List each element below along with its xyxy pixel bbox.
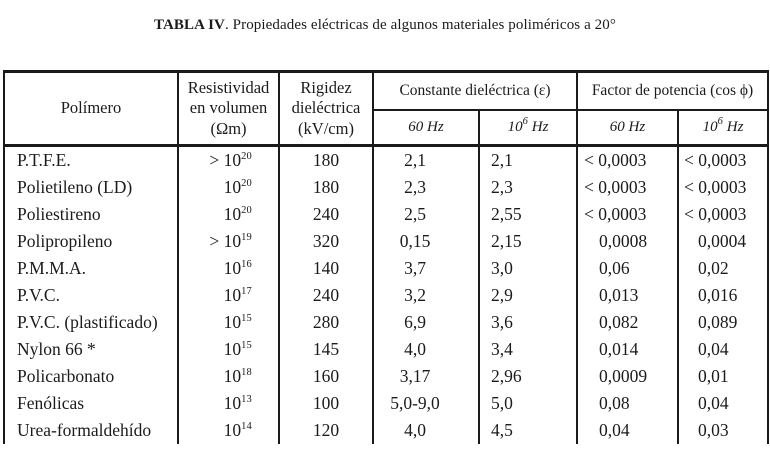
cell-rigidez: 320 (279, 228, 373, 255)
table-title-text: . Propiedades eléctricas de algunos materiales poliméricos a 20° (224, 17, 616, 33)
cell-constante-1e6hz: 3,4 (479, 336, 577, 363)
cell-rigidez: 180 (279, 174, 373, 201)
table-row (4, 228, 768, 255)
cell-resistividad: $10^{16}$ (178, 255, 279, 282)
table-title (0, 17, 770, 34)
cell-constante-60hz: 3,2 (373, 282, 479, 309)
cell-factor-1e6hz: 0,04 (678, 336, 768, 363)
table-row (4, 336, 768, 363)
cell-polimero: Fenólicas (4, 390, 178, 417)
header-fp-60hz: 60 Hz (577, 110, 678, 146)
cell-polimero: P.V.C. (4, 282, 178, 309)
cell-polimero: Polipropileno (4, 228, 178, 255)
header-resistividad: Resistividad en volumen (Ωm) (178, 72, 279, 146)
cell-factor-60hz: < 0,0003 (577, 201, 678, 228)
cell-factor-60hz: < 0,0003 (577, 146, 678, 175)
cell-constante-1e6hz: 2,96 (479, 363, 577, 390)
header-polimero: Polímero (4, 72, 178, 146)
header-rigidez: Rigidez dieléctrica (kV/cm) (279, 72, 373, 146)
cell-rigidez: 240 (279, 201, 373, 228)
cell-factor-60hz: 0,0009 (577, 363, 678, 390)
cell-rigidez: 145 (279, 336, 373, 363)
cell-resistividad: $10^{18}$ (178, 363, 279, 390)
header-factor-potencia: Factor de potencia (cos ϕ) (577, 72, 768, 110)
cell-constante-1e6hz: 5,0 (479, 390, 577, 417)
cell-polimero: Urea-formaldehído (4, 417, 178, 444)
table-row (4, 309, 768, 336)
cell-constante-60hz: 0,15 (373, 228, 479, 255)
cell-polimero: P.V.C. (plastificado) (4, 309, 178, 336)
cell-factor-60hz: 0,0008 (577, 228, 678, 255)
table-title-label: TABLA IV (154, 17, 225, 33)
cell-constante-1e6hz: 2,9 (479, 282, 577, 309)
cell-constante-1e6hz: 3,6 (479, 309, 577, 336)
cell-factor-60hz: 0,08 (577, 390, 678, 417)
cell-factor-60hz: 0,04 (577, 417, 678, 444)
cell-rigidez: 100 (279, 390, 373, 417)
cell-factor-1e6hz: < 0,0003 (678, 146, 768, 175)
cell-factor-60hz: 0,013 (577, 282, 678, 309)
cell-resistividad: $10^{15}$ (178, 336, 279, 363)
cell-constante-60hz: 2,1 (373, 146, 479, 175)
cell-constante-1e6hz: 2,1 (479, 146, 577, 175)
cell-rigidez: 280 (279, 309, 373, 336)
header-fp-1e6hz: $10^6$ Hz (678, 110, 768, 146)
properties-table (3, 70, 769, 444)
table-body (4, 146, 768, 445)
cell-factor-60hz: 0,014 (577, 336, 678, 363)
cell-factor-1e6hz: 0,089 (678, 309, 768, 336)
cell-constante-60hz: 4,0 (373, 336, 479, 363)
header-constante-dielectrica: Constante dieléctrica (ε) (373, 72, 577, 110)
cell-constante-60hz: 3,7 (373, 255, 479, 282)
header-cd-60hz: 60 Hz (373, 110, 479, 146)
cell-rigidez: 160 (279, 363, 373, 390)
cell-factor-1e6hz: 0,04 (678, 390, 768, 417)
cell-constante-60hz: 4,0 (373, 417, 479, 444)
cell-resistividad: $10^{17}$ (178, 282, 279, 309)
table-row (4, 255, 768, 282)
cell-factor-1e6hz: 0,0004 (678, 228, 768, 255)
cell-polimero: P.M.M.A. (4, 255, 178, 282)
table-row (4, 174, 768, 201)
cell-factor-1e6hz: < 0,0003 (678, 201, 768, 228)
cell-rigidez: 120 (279, 417, 373, 444)
cell-rigidez: 240 (279, 282, 373, 309)
cell-resistividad: $10^{14}$ (178, 417, 279, 444)
table-row (4, 201, 768, 228)
cell-polimero: Poliestireno (4, 201, 178, 228)
cell-factor-1e6hz: 0,03 (678, 417, 768, 444)
cell-constante-1e6hz: 4,5 (479, 417, 577, 444)
cell-polimero: Policarbonato (4, 363, 178, 390)
header-cd-1e6hz: $10^6$ Hz (479, 110, 577, 146)
cell-constante-1e6hz: 2,3 (479, 174, 577, 201)
cell-factor-60hz: 0,082 (577, 309, 678, 336)
header-group-row (4, 72, 768, 110)
cell-constante-60hz: 5,0-9,0 (373, 390, 479, 417)
table-row (4, 363, 768, 390)
cell-resistividad: $10^{20}$ (178, 201, 279, 228)
cell-polimero: P.T.F.E. (4, 146, 178, 175)
table-header (4, 72, 768, 146)
cell-constante-60hz: 3,17 (373, 363, 479, 390)
cell-constante-60hz: 6,9 (373, 309, 479, 336)
cell-constante-1e6hz: 2,15 (479, 228, 577, 255)
table-row (4, 417, 768, 444)
cell-resistividad: > $10^{19}$ (178, 228, 279, 255)
cell-factor-1e6hz: 0,01 (678, 363, 768, 390)
cell-factor-1e6hz: 0,02 (678, 255, 768, 282)
cell-resistividad: $10^{15}$ (178, 309, 279, 336)
cell-rigidez: 140 (279, 255, 373, 282)
cell-constante-60hz: 2,5 (373, 201, 479, 228)
cell-factor-1e6hz: < 0,0003 (678, 174, 768, 201)
cell-rigidez: 180 (279, 146, 373, 175)
cell-constante-60hz: 2,3 (373, 174, 479, 201)
cell-factor-1e6hz: 0,016 (678, 282, 768, 309)
cell-factor-60hz: 0,06 (577, 255, 678, 282)
cell-resistividad: $10^{13}$ (178, 390, 279, 417)
table-row (4, 146, 768, 175)
cell-constante-1e6hz: 2,55 (479, 201, 577, 228)
cell-resistividad: > $10^{20}$ (178, 146, 279, 175)
cell-polimero: Nylon 66 * (4, 336, 178, 363)
cell-constante-1e6hz: 3,0 (479, 255, 577, 282)
cell-factor-60hz: < 0,0003 (577, 174, 678, 201)
cell-polimero: Polietileno (LD) (4, 174, 178, 201)
table-row (4, 390, 768, 417)
table-row (4, 282, 768, 309)
cell-resistividad: $10^{20}$ (178, 174, 279, 201)
